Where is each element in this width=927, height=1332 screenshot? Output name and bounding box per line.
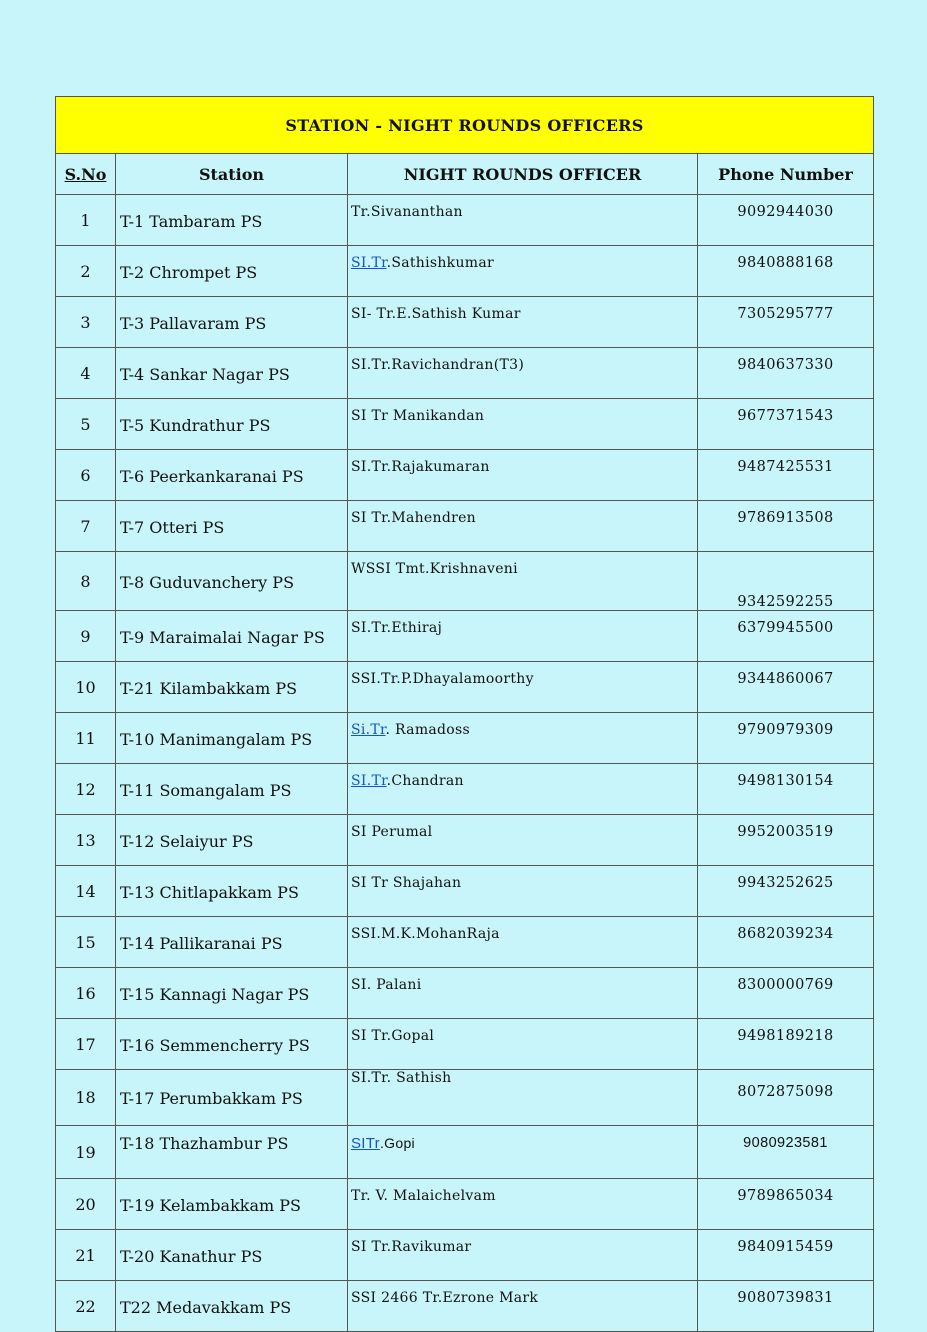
row-sno: 13	[56, 815, 116, 866]
header-sno: S.No	[56, 154, 116, 195]
table-row	[56, 815, 874, 866]
header-station: Station	[116, 154, 348, 195]
row-officer	[348, 1126, 698, 1179]
row-sno: 8	[56, 552, 116, 611]
row-station: T-1 Tambaram PS	[116, 195, 348, 246]
row-phone: 7305295777	[698, 297, 874, 348]
row-sno: 10	[56, 662, 116, 713]
row-station: T-17 Perumbakkam PS	[116, 1070, 348, 1126]
row-officer: WSSI Tmt.Krishnaveni	[348, 552, 698, 611]
row-phone: 9342592255	[698, 552, 874, 611]
officer-name: . Ramadoss	[385, 722, 471, 738]
row-station: T-13 Chitlapakkam PS	[116, 866, 348, 917]
table-row	[56, 195, 874, 246]
row-station: T-3 Pallavaram PS	[116, 297, 348, 348]
row-station: T-21 Kilambakkam PS	[116, 662, 348, 713]
row-officer: SSI.Tr.P.Dhayalamoorthy	[348, 662, 698, 713]
row-officer: SSI 2466 Tr.Ezrone Mark	[348, 1281, 698, 1332]
header-officer: NIGHT ROUNDS OFFICER	[348, 154, 698, 195]
row-station: T-8 Guduvanchery PS	[116, 552, 348, 611]
row-phone: 9786913508	[698, 501, 874, 552]
row-phone: 9840915459	[698, 1230, 874, 1281]
row-phone: 9498130154	[698, 764, 874, 815]
table-row	[56, 501, 874, 552]
row-sno: 12	[56, 764, 116, 815]
row-sno: 14	[56, 866, 116, 917]
row-station: T-19 Kelambakkam PS	[116, 1179, 348, 1230]
row-station: T-9 Maraimalai Nagar PS	[116, 611, 348, 662]
row-officer: SI Tr.Ravikumar	[348, 1230, 698, 1281]
row-officer: SI Tr Shajahan	[348, 866, 698, 917]
row-sno: 4	[56, 348, 116, 399]
row-officer: SI Perumal	[348, 815, 698, 866]
row-station: T-4 Sankar Nagar PS	[116, 348, 348, 399]
row-station: T-14 Pallikaranai PS	[116, 917, 348, 968]
table-row	[56, 866, 874, 917]
row-officer	[348, 764, 698, 815]
row-station: T-6 Peerkankaranai PS	[116, 450, 348, 501]
row-station: T-18 Thazhambur PS	[116, 1126, 348, 1179]
table-row	[56, 764, 874, 815]
row-phone: 9487425531	[698, 450, 874, 501]
table-row	[56, 1281, 874, 1332]
row-station: T-15 Kannagi Nagar PS	[116, 968, 348, 1019]
table-row	[56, 1126, 874, 1179]
row-sno: 16	[56, 968, 116, 1019]
row-sno: 18	[56, 1070, 116, 1126]
row-sno: 9	[56, 611, 116, 662]
row-officer: Tr.Sivananthan	[348, 195, 698, 246]
header-row	[56, 154, 874, 195]
officer-link[interactable]: SI.Tr	[351, 773, 387, 789]
table-row	[56, 611, 874, 662]
table-row	[56, 552, 874, 611]
table-row	[56, 1070, 874, 1126]
row-officer: SI.Tr. Sathish	[348, 1070, 698, 1126]
row-phone: 9080923581	[698, 1126, 874, 1179]
officer-name: .Sathishkumar	[386, 255, 495, 271]
row-station: T-10 Manimangalam PS	[116, 713, 348, 764]
row-phone: 8300000769	[698, 968, 874, 1019]
row-sno: 20	[56, 1179, 116, 1230]
row-sno: 6	[56, 450, 116, 501]
row-phone: 9952003519	[698, 815, 874, 866]
table-title: STATION - NIGHT ROUNDS OFFICERS	[56, 97, 874, 154]
title-row	[56, 97, 874, 154]
row-officer: SI Tr Manikandan	[348, 399, 698, 450]
officer-name: .Chandran	[386, 773, 464, 789]
officer-link[interactable]: SITr	[351, 1135, 380, 1152]
row-sno: 11	[56, 713, 116, 764]
row-sno: 22	[56, 1281, 116, 1332]
row-station: T-16 Semmencherry PS	[116, 1019, 348, 1070]
officer-link[interactable]: SI.Tr	[351, 255, 387, 271]
row-officer: SSI.M.K.MohanRaja	[348, 917, 698, 968]
table-row	[56, 917, 874, 968]
table-row	[56, 1019, 874, 1070]
row-officer: SI Tr.Mahendren	[348, 501, 698, 552]
officer-name: .Gopi	[379, 1135, 415, 1151]
row-phone: 9840637330	[698, 348, 874, 399]
row-sno: 15	[56, 917, 116, 968]
table-row	[56, 246, 874, 297]
row-phone: 9943252625	[698, 866, 874, 917]
row-officer: SI.Tr.Ravichandran(T3)	[348, 348, 698, 399]
row-phone: 9092944030	[698, 195, 874, 246]
row-officer: Tr. V. Malaichelvam	[348, 1179, 698, 1230]
table-row	[56, 450, 874, 501]
row-sno: 7	[56, 501, 116, 552]
table-row	[56, 1230, 874, 1281]
row-phone: 9498189218	[698, 1019, 874, 1070]
row-phone: 9789865034	[698, 1179, 874, 1230]
table-row	[56, 297, 874, 348]
table-row	[56, 348, 874, 399]
row-officer: SI- Tr.E.Sathish Kumar	[348, 297, 698, 348]
officer-link[interactable]: Si.Tr	[351, 722, 386, 738]
row-sno: 5	[56, 399, 116, 450]
row-phone: 9840888168	[698, 246, 874, 297]
row-phone: 8682039234	[698, 917, 874, 968]
row-station: T-11 Somangalam PS	[116, 764, 348, 815]
row-phone: 9790979309	[698, 713, 874, 764]
row-station: T-20 Kanathur PS	[116, 1230, 348, 1281]
row-phone: 9677371543	[698, 399, 874, 450]
table-row	[56, 1179, 874, 1230]
row-officer	[348, 246, 698, 297]
row-sno: 3	[56, 297, 116, 348]
row-phone: 6379945500	[698, 611, 874, 662]
table-row	[56, 399, 874, 450]
row-sno: 21	[56, 1230, 116, 1281]
row-station: T-7 Otteri PS	[116, 501, 348, 552]
row-sno: 2	[56, 246, 116, 297]
row-sno: 19	[56, 1126, 116, 1179]
row-officer	[348, 713, 698, 764]
row-sno: 17	[56, 1019, 116, 1070]
row-officer: SI.Tr.Ethiraj	[348, 611, 698, 662]
table-row	[56, 968, 874, 1019]
row-station: T-5 Kundrathur PS	[116, 399, 348, 450]
row-phone: 9344860067	[698, 662, 874, 713]
night-rounds-table	[55, 96, 874, 1332]
table-row	[56, 662, 874, 713]
row-station: T22 Medavakkam PS	[116, 1281, 348, 1332]
row-station: T-2 Chrompet PS	[116, 246, 348, 297]
row-phone: 8072875098	[698, 1070, 874, 1126]
row-officer: SI Tr.Gopal	[348, 1019, 698, 1070]
row-officer: SI.Tr.Rajakumaran	[348, 450, 698, 501]
row-phone: 9080739831	[698, 1281, 874, 1332]
row-station: T-12 Selaiyur PS	[116, 815, 348, 866]
row-sno: 1	[56, 195, 116, 246]
header-phone: Phone Number	[698, 154, 874, 195]
row-officer: SI. Palani	[348, 968, 698, 1019]
table-row	[56, 713, 874, 764]
